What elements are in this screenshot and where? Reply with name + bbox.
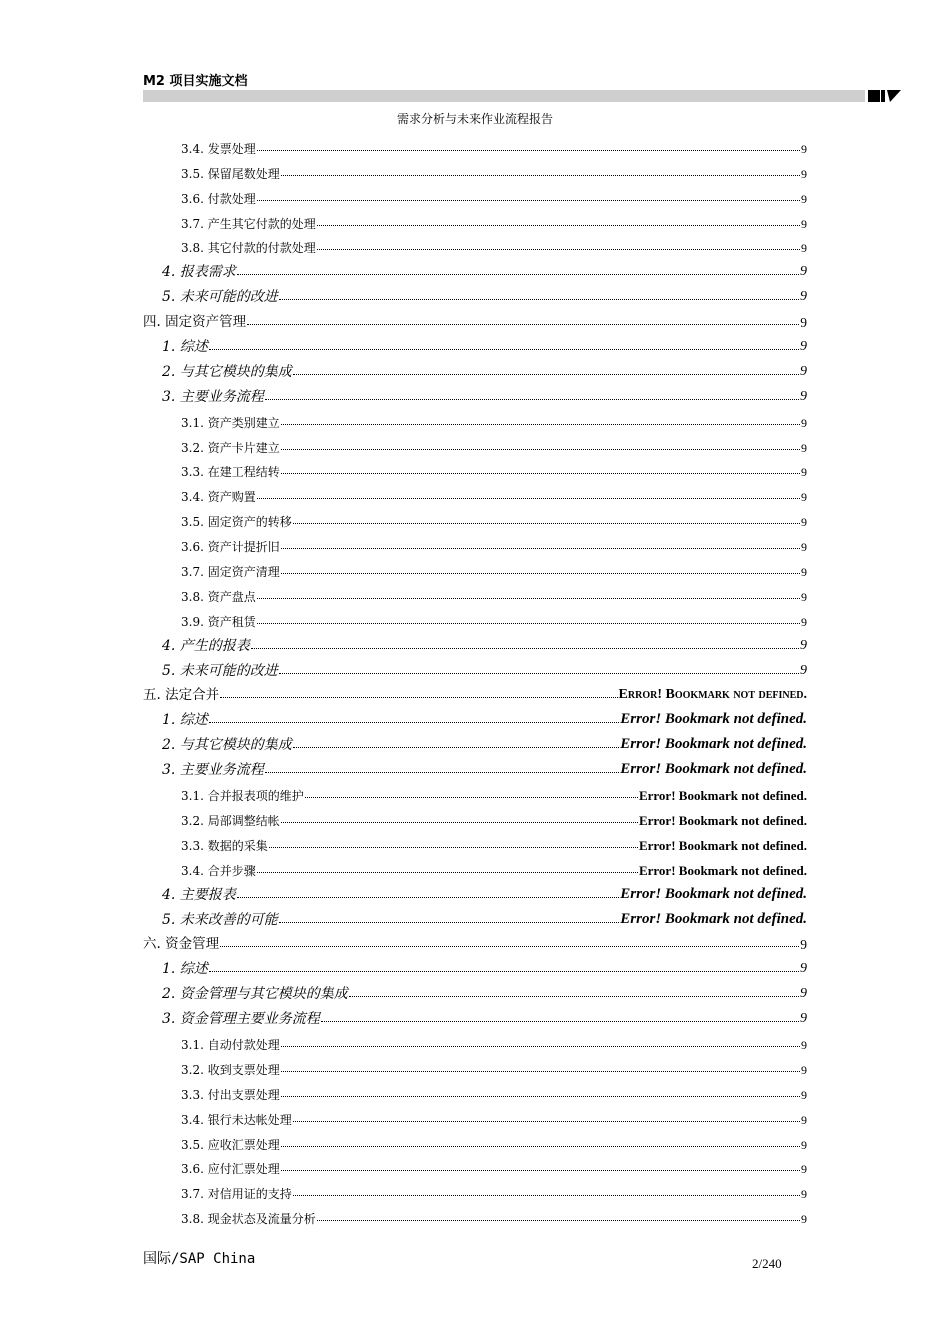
toc-dot-leader bbox=[220, 697, 617, 698]
toc-entry-page: 9 bbox=[801, 614, 807, 629]
toc-entry-label: 3.7. 对信用证的支持 bbox=[181, 1187, 292, 1202]
toc-entry-label: 3.2. 收到支票处理 bbox=[181, 1062, 280, 1077]
toc-dot-leader bbox=[317, 225, 800, 226]
toc-entry[interactable] bbox=[143, 230, 807, 255]
toc-entry-label: 3. 主要业务流程 bbox=[162, 762, 264, 779]
toc-entry[interactable] bbox=[143, 1051, 807, 1076]
toc-entry[interactable] bbox=[143, 254, 807, 279]
toc-entry-page: 9 bbox=[801, 1187, 807, 1202]
toc-entry-label: 3.7. 产生其它付款的处理 bbox=[181, 216, 316, 231]
toc-entry-page: 9 bbox=[801, 1037, 807, 1052]
toc-entry-page: 9 bbox=[801, 141, 807, 156]
toc-entry-page: 9 bbox=[801, 216, 807, 231]
toc-entry-label: 3.6. 资产计提折旧 bbox=[181, 540, 280, 555]
toc-entry-page: 9 bbox=[800, 339, 807, 355]
toc-entry[interactable] bbox=[143, 752, 807, 777]
toc-entry-page: 9 bbox=[801, 241, 807, 256]
toc-entry[interactable] bbox=[143, 379, 807, 404]
toc-entry-label: 3.8. 其它付款的付款处理 bbox=[181, 241, 316, 256]
header-corner-mark-icon bbox=[868, 89, 902, 103]
toc-dot-leader bbox=[281, 175, 800, 176]
toc-entry-label: 3.3. 付出支票处理 bbox=[181, 1087, 280, 1102]
toc-entry-page: 9 bbox=[800, 986, 807, 1002]
footer-company: 国际/SAP China bbox=[143, 1251, 256, 1267]
toc-entry-page: 9 bbox=[800, 264, 807, 280]
toc-entry-page: Error! Bookmark not defined. bbox=[618, 687, 807, 703]
table-of-contents bbox=[143, 130, 807, 1225]
toc-entry-page: Error! Bookmark not defined. bbox=[620, 711, 807, 728]
toc-entry[interactable] bbox=[143, 155, 807, 180]
toc-entry-label: 5. 未来可能的改进 bbox=[162, 662, 278, 679]
toc-entry-page: 9 bbox=[800, 363, 807, 379]
toc-entry[interactable] bbox=[143, 1200, 807, 1225]
toc-entry-page: 9 bbox=[801, 1087, 807, 1102]
toc-entry-label: 3.5. 保留尾数处理 bbox=[181, 166, 280, 181]
toc-dot-leader bbox=[257, 872, 638, 873]
toc-entry-label: 1. 综述 bbox=[162, 961, 208, 978]
toc-dot-leader bbox=[305, 797, 638, 798]
toc-dot-leader bbox=[321, 1021, 799, 1022]
toc-entry[interactable] bbox=[143, 628, 807, 653]
toc-entry-page: Error! Bookmark not defined. bbox=[638, 812, 807, 828]
toc-entry[interactable] bbox=[143, 478, 807, 503]
toc-entry[interactable] bbox=[143, 877, 807, 902]
toc-entry[interactable] bbox=[143, 976, 807, 1001]
toc-dot-leader bbox=[317, 1220, 800, 1221]
toc-dot-leader bbox=[257, 498, 800, 499]
toc-entry[interactable] bbox=[143, 727, 807, 752]
toc-dot-leader bbox=[281, 573, 800, 574]
header-bar bbox=[143, 90, 865, 102]
toc-entry-label: 3.6. 付款处理 bbox=[181, 191, 256, 206]
toc-dot-leader bbox=[257, 200, 800, 201]
toc-dot-leader bbox=[293, 523, 800, 524]
toc-entry[interactable] bbox=[143, 528, 807, 553]
toc-entry-label: 5. 未来可能的改进 bbox=[162, 289, 278, 306]
toc-entry[interactable] bbox=[143, 130, 807, 155]
toc-entry-label: 3.2. 资产卡片建立 bbox=[181, 440, 280, 455]
toc-entry-page: 9 bbox=[800, 388, 807, 404]
toc-entry-page: Error! Bookmark not defined. bbox=[620, 761, 807, 778]
toc-entry[interactable] bbox=[143, 1101, 807, 1126]
toc-entry-page: 9 bbox=[801, 589, 807, 604]
toc-entry-page: 9 bbox=[801, 191, 807, 206]
toc-entry-page: 9 bbox=[800, 1011, 807, 1027]
toc-entry-label: 3.4. 银行未达帐处理 bbox=[181, 1112, 292, 1127]
toc-dot-leader bbox=[281, 1046, 800, 1047]
toc-entry-label: 1. 综述 bbox=[162, 712, 208, 729]
toc-entry-label: 3.1. 自动付款处理 bbox=[181, 1037, 280, 1052]
toc-entry[interactable] bbox=[143, 1001, 807, 1026]
toc-entry[interactable] bbox=[143, 603, 807, 628]
toc-entry-label: 3.1. 资产类别建立 bbox=[181, 415, 280, 430]
toc-entry[interactable] bbox=[143, 205, 807, 230]
toc-entry-page: 9 bbox=[801, 415, 807, 430]
toc-entry[interactable] bbox=[143, 802, 807, 827]
toc-entry-page: 9 bbox=[801, 166, 807, 181]
toc-dot-leader bbox=[237, 897, 619, 898]
toc-entry-page: 9 bbox=[801, 490, 807, 505]
toc-dot-leader bbox=[281, 548, 800, 549]
toc-entry[interactable] bbox=[143, 1126, 807, 1151]
toc-dot-leader bbox=[209, 349, 799, 350]
toc-entry-page: 9 bbox=[801, 540, 807, 555]
toc-entry-label: 五. 法定合并 bbox=[143, 686, 220, 703]
toc-entry-label: 3.5. 固定资产的转移 bbox=[181, 515, 292, 530]
toc-entry-page: 9 bbox=[800, 662, 807, 678]
toc-entry-label: 3.9. 资产租赁 bbox=[181, 614, 256, 629]
toc-dot-leader bbox=[281, 1071, 800, 1072]
toc-entry-label: 2. 与其它模块的集成 bbox=[162, 737, 292, 754]
toc-entry-label: 四. 固定资产管理 bbox=[143, 313, 247, 330]
toc-dot-leader bbox=[281, 1146, 800, 1147]
toc-entry-page: Error! Bookmark not defined. bbox=[620, 910, 807, 927]
toc-entry-page: Error! Bookmark not defined. bbox=[620, 736, 807, 753]
toc-entry-label: 3.4. 合并步骤 bbox=[181, 863, 256, 878]
toc-dot-leader bbox=[209, 971, 799, 972]
toc-entry-label: 4. 产生的报表 bbox=[162, 637, 250, 654]
toc-entry[interactable] bbox=[143, 852, 807, 877]
toc-entry-label: 3. 资金管理主要业务流程 bbox=[162, 1011, 320, 1028]
toc-dot-leader bbox=[269, 847, 638, 848]
toc-entry-label: 3.3. 在建工程结转 bbox=[181, 465, 280, 480]
footer-page-number: 2/240 bbox=[752, 1256, 782, 1271]
toc-entry[interactable] bbox=[143, 927, 807, 952]
toc-entry-page: 9 bbox=[801, 1137, 807, 1152]
toc-entry-page: 9 bbox=[801, 1062, 807, 1077]
toc-entry-page: 9 bbox=[800, 936, 807, 952]
toc-entry[interactable] bbox=[143, 503, 807, 528]
document-header-title: M2 项目实施文档 bbox=[143, 74, 248, 89]
toc-entry[interactable] bbox=[143, 279, 807, 304]
toc-entry[interactable] bbox=[143, 951, 807, 976]
toc-entry-label: 5. 未来改善的可能 bbox=[162, 911, 278, 928]
toc-dot-leader bbox=[281, 449, 800, 450]
toc-entry-label: 六. 资金管理 bbox=[143, 935, 220, 952]
toc-entry[interactable] bbox=[143, 1151, 807, 1176]
toc-entry-label: 3.1. 合并报表项的维护 bbox=[181, 789, 304, 804]
toc-entry[interactable] bbox=[143, 304, 807, 329]
toc-entry[interactable] bbox=[143, 827, 807, 852]
toc-dot-leader bbox=[209, 722, 619, 723]
toc-entry[interactable] bbox=[143, 354, 807, 379]
toc-entry-label: 3.6. 应付汇票处理 bbox=[181, 1162, 280, 1177]
toc-dot-leader bbox=[279, 922, 619, 923]
toc-entry[interactable] bbox=[143, 429, 807, 454]
toc-entry-label: 2. 与其它模块的集成 bbox=[162, 363, 292, 380]
toc-dot-leader bbox=[220, 946, 799, 947]
toc-dot-leader bbox=[265, 399, 799, 400]
toc-dot-leader bbox=[281, 1170, 800, 1171]
toc-entry[interactable] bbox=[143, 702, 807, 727]
toc-entry[interactable] bbox=[143, 404, 807, 429]
toc-entry[interactable] bbox=[143, 1175, 807, 1200]
toc-entry-page: Error! Bookmark not defined. bbox=[638, 862, 807, 878]
toc-entry-label: 3.8. 现金状态及流量分析 bbox=[181, 1212, 316, 1227]
toc-dot-leader bbox=[293, 374, 799, 375]
toc-dot-leader bbox=[247, 324, 799, 325]
toc-entry[interactable] bbox=[143, 653, 807, 678]
toc-dot-leader bbox=[279, 673, 799, 674]
toc-entry-page: 9 bbox=[800, 314, 807, 330]
toc-entry-label: 3.5. 应收汇票处理 bbox=[181, 1137, 280, 1152]
toc-entry-page: 9 bbox=[801, 1112, 807, 1127]
toc-dot-leader bbox=[281, 1096, 800, 1097]
toc-entry-label: 2. 资金管理与其它模块的集成 bbox=[162, 986, 348, 1003]
toc-entry-page: Error! Bookmark not defined. bbox=[620, 885, 807, 902]
toc-entry-page: 9 bbox=[801, 440, 807, 455]
document-subtitle: 需求分析与未来作业流程报告 bbox=[396, 112, 553, 126]
toc-entry-label: 3.7. 固定资产清理 bbox=[181, 565, 280, 580]
toc-dot-leader bbox=[293, 1121, 800, 1122]
toc-entry[interactable] bbox=[143, 578, 807, 603]
toc-entry[interactable] bbox=[143, 454, 807, 479]
toc-dot-leader bbox=[317, 249, 800, 250]
toc-dot-leader bbox=[279, 299, 799, 300]
toc-entry-label: 4. 报表需求 bbox=[162, 264, 236, 281]
toc-entry[interactable] bbox=[143, 777, 807, 802]
toc-dot-leader bbox=[293, 747, 619, 748]
toc-entry[interactable] bbox=[143, 329, 807, 354]
toc-entry-page: 9 bbox=[800, 289, 807, 305]
toc-entry-page: 9 bbox=[801, 515, 807, 530]
toc-dot-leader bbox=[257, 598, 800, 599]
toc-entry[interactable] bbox=[143, 1026, 807, 1051]
toc-entry-label: 3.4. 资产购置 bbox=[181, 490, 256, 505]
toc-entry-page: 9 bbox=[800, 637, 807, 653]
toc-entry[interactable] bbox=[143, 902, 807, 927]
toc-entry-label: 3.8. 资产盘点 bbox=[181, 589, 256, 604]
toc-dot-leader bbox=[257, 150, 800, 151]
toc-dot-leader bbox=[257, 623, 800, 624]
toc-dot-leader bbox=[265, 772, 619, 773]
toc-dot-leader bbox=[293, 1195, 800, 1196]
toc-entry-label: 3.2. 局部调整结帐 bbox=[181, 813, 280, 828]
toc-entry[interactable] bbox=[143, 180, 807, 205]
toc-entry-label: 3.4. 发票处理 bbox=[181, 141, 256, 156]
toc-dot-leader bbox=[349, 996, 799, 997]
toc-dot-leader bbox=[281, 822, 638, 823]
toc-entry-label: 4. 主要报表 bbox=[162, 886, 236, 903]
toc-entry-page: 9 bbox=[801, 1212, 807, 1227]
toc-dot-leader bbox=[281, 473, 800, 474]
toc-dot-leader bbox=[281, 424, 800, 425]
toc-entry[interactable] bbox=[143, 678, 807, 703]
toc-entry-page: Error! Bookmark not defined. bbox=[638, 788, 807, 804]
toc-dot-leader bbox=[237, 274, 799, 275]
toc-entry-page: 9 bbox=[800, 961, 807, 977]
toc-dot-leader bbox=[251, 648, 799, 649]
toc-entry-label: 3. 主要业务流程 bbox=[162, 388, 264, 405]
toc-entry-page: Error! Bookmark not defined. bbox=[638, 837, 807, 853]
toc-entry-page: 9 bbox=[801, 1162, 807, 1177]
toc-entry-label: 3.3. 数据的采集 bbox=[181, 838, 268, 853]
toc-entry-label: 1. 综述 bbox=[162, 339, 208, 356]
toc-entry[interactable] bbox=[143, 1076, 807, 1101]
toc-entry[interactable] bbox=[143, 553, 807, 578]
toc-entry-page: 9 bbox=[801, 565, 807, 580]
toc-entry-page: 9 bbox=[801, 465, 807, 480]
